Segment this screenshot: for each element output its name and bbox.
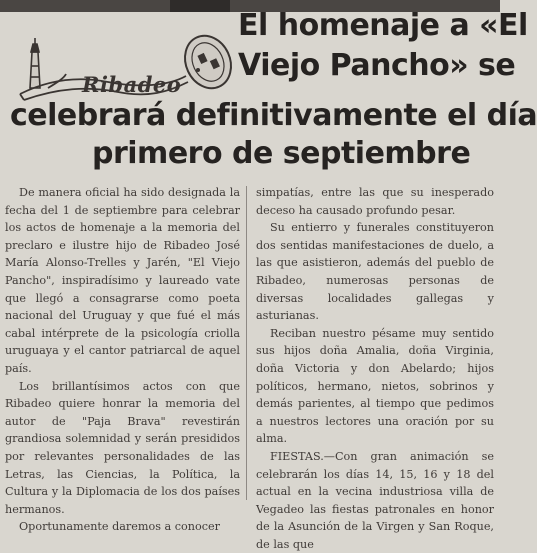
- paragraph: De manera oficial ha sido designada la fecha del 1 de septiembre para celebrar los actos de homenaje a la memoria del preclaro e ilustre hijo de Ribadeo José María Alonso-Trelles y Jarén, "El Viejo Pancho", inspiradísimo y laureado vate que llegó a consagrarse como poeta nacional del Uruguay y que fué el más cabal intérprete de la psicología criolla uruguaya y el cantor patriarcal de aquel país.: [5, 186, 240, 375]
- article-column-left: [5, 184, 240, 534]
- paragraph: Los brillantísimos actos con que Ribadeo quiere honrar la memoria del autor de "Paja Brava" revestirán grandiosa solemnidad y serán presididos por relevantes personalidades de las Letras, las Ciencias, la Política, la Cultura y la Diplomacia de los dos países hermanos.: [5, 379, 240, 516]
- lighthouse-icon: [30, 38, 40, 88]
- headline-line-3: celebrará definitivamente el día: [10, 98, 537, 133]
- headline-line-4: primero de septiembre: [92, 136, 471, 171]
- logo-word: Ribadeo: [82, 72, 182, 97]
- ribadeo-logo: [18, 22, 236, 108]
- top-band-notch: [170, 0, 230, 12]
- article-column-right: [256, 184, 494, 551]
- column-divider: [246, 186, 247, 500]
- paragraph: Oportunamente daremos a conocer: [19, 520, 220, 534]
- paragraph: FIESTAS.—Con gran animación se celebrarán los días 14, 15, 16 y 18 del actual en la vecina industriosa villa de Vegadeo las fiestas patronales en honor de la Asunción de la Virgen y San Roque, de las que: [256, 449, 494, 551]
- paragraph: Su entierro y funerales constituyeron dos sentidas manifestaciones de duelo, a las que asistieron, además del pueblo de Ribadeo, numerosas personas de diversas localidades gallegas y asturianas.: [256, 221, 494, 323]
- headline-line-2: Viejo Pancho» se: [238, 48, 516, 83]
- paragraph: simpatías, entre las que su inesperado deceso ha causado profundo pesar.: [256, 186, 494, 217]
- paragraph: Reciban nuestro pésame muy sentido sus hijos doña Amalia, doña Virginia, doña Victoria y don Abelardo; hijos políticos, hermano, nietos, sobrinos y demás parientes, al tiempo que pedimos a nuestros lectores una oración por su alma.: [256, 326, 494, 446]
- stamp-icon: [177, 28, 240, 96]
- headline-line-1: El homenaje a «El: [238, 8, 528, 43]
